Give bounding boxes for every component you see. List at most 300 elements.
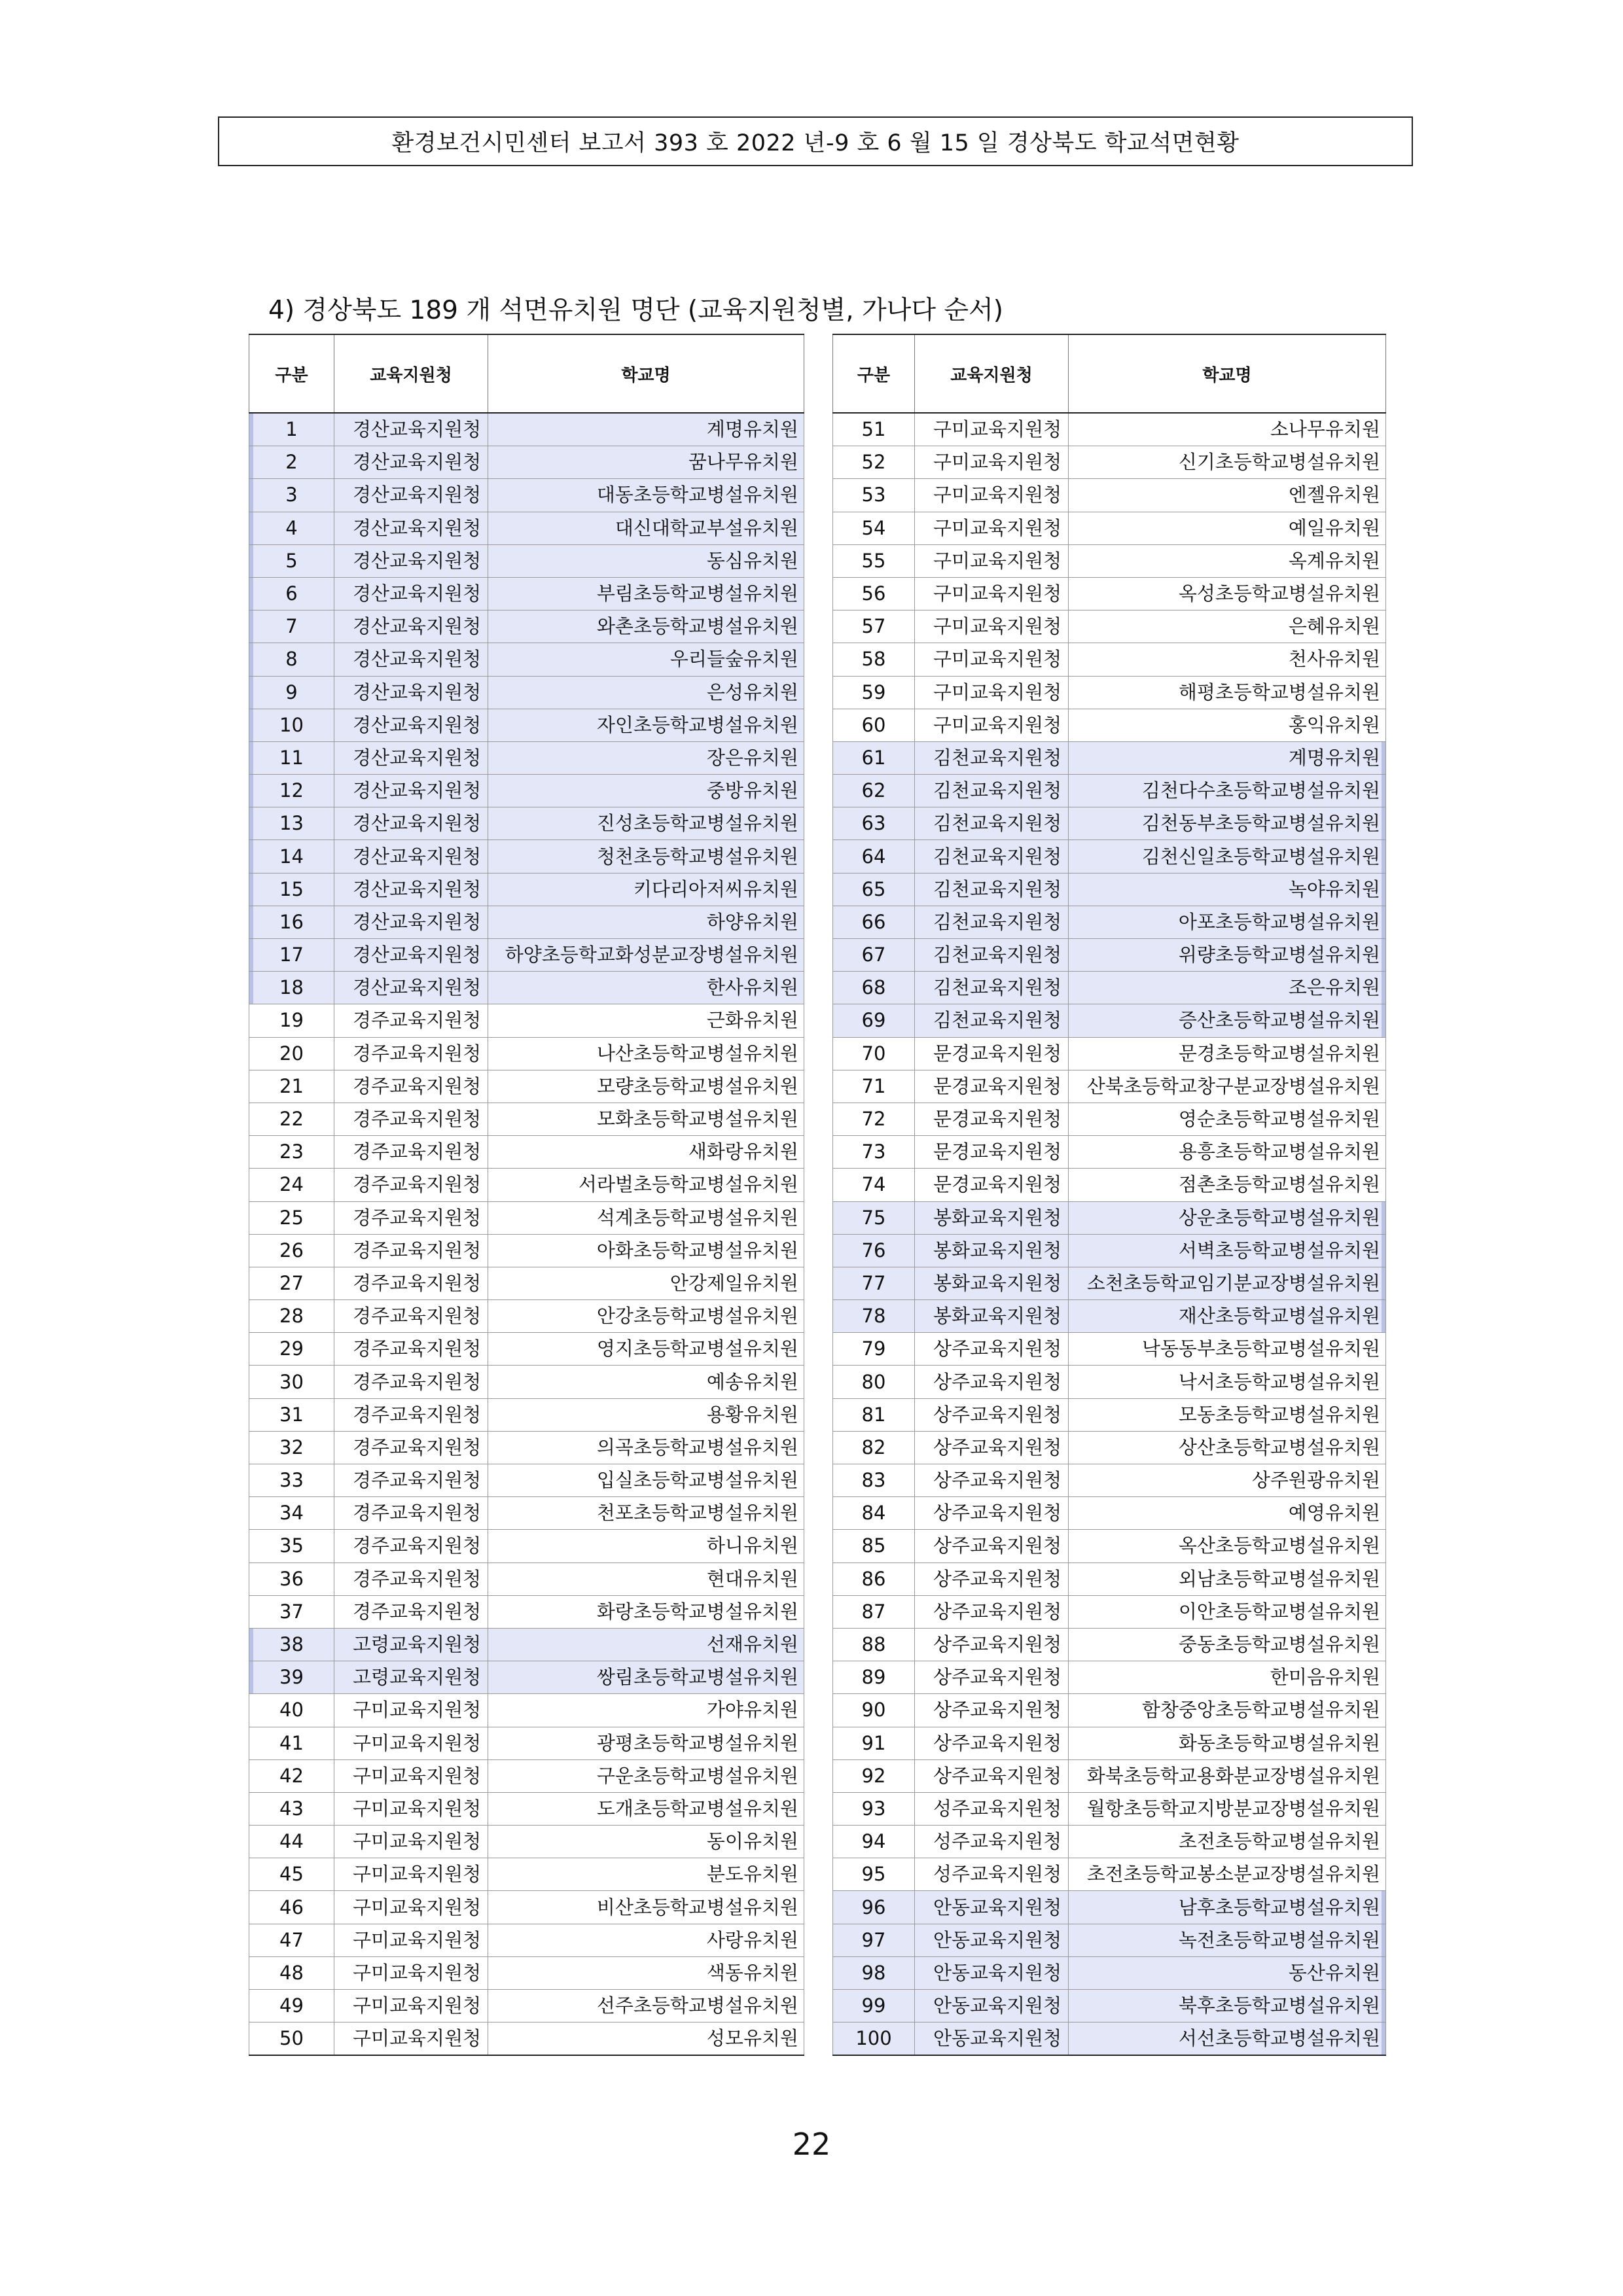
cell-school: 계명유치원 [488,413,804,446]
cell-number: 61 [833,741,915,774]
cell-number: 37 [249,1595,334,1628]
cell-school: 화북초등학교용화분교장병설유치원 [1069,1759,1386,1792]
cell-number: 56 [833,577,915,610]
cell-office: 경주교육지원청 [334,1004,488,1037]
table-row [833,1628,1386,1661]
table-row [833,1136,1386,1169]
table-header-row [833,334,1386,413]
table-row [249,1792,804,1825]
cell-number: 23 [249,1136,334,1169]
cell-office: 문경교육지원청 [915,1136,1069,1169]
table-row [249,906,804,938]
cell-office: 경주교육지원청 [334,1398,488,1431]
cell-school: 천포초등학교병설유치원 [488,1497,804,1530]
cell-school: 서라벌초등학교병설유치원 [488,1169,804,1201]
cell-school: 석계초등학교병설유치원 [488,1201,804,1234]
table-row [249,1431,804,1464]
cell-school: 서벽초등학교병설유치원 [1069,1234,1386,1267]
cell-office: 성주교육지원청 [915,1826,1069,1858]
cell-office: 구미교육지원청 [334,1924,488,1956]
column-header-no: 구분 [833,334,915,413]
cell-office: 봉화교육지원청 [915,1201,1069,1234]
table-row [833,1103,1386,1135]
table-row [833,906,1386,938]
cell-school: 동이유치원 [488,1826,804,1858]
cell-number: 3 [249,479,334,512]
cell-number: 21 [249,1070,334,1103]
cell-school: 동심유치원 [488,544,804,577]
cell-school: 와촌초등학교병설유치원 [488,610,804,643]
cell-office: 김천교육지원청 [915,840,1069,873]
cell-number: 44 [249,1826,334,1858]
cell-school: 초전초등학교봉소분교장병설유치원 [1069,1858,1386,1891]
section-title: 4) 경상북도 189 개 석면유치원 명단 (교육지원청별, 가나다 순서) [268,296,1003,325]
cell-number: 13 [249,807,334,840]
cell-number: 64 [833,840,915,873]
table-row [833,1267,1386,1299]
table-row [833,1891,1386,1924]
cell-office: 상주교육지원청 [915,1727,1069,1759]
cell-school: 서선초등학교병설유치원 [1069,2022,1386,2056]
cell-number: 63 [833,807,915,840]
cell-office: 경산교육지원청 [334,873,488,906]
table-row [249,1759,804,1792]
table-row [249,1004,804,1037]
table-row [249,446,804,479]
cell-office: 경산교육지원청 [334,544,488,577]
cell-office: 상주교육지원청 [915,1431,1069,1464]
cell-office: 구미교육지원청 [334,1858,488,1891]
table-row [833,1300,1386,1333]
table-row [833,446,1386,479]
cell-number: 80 [833,1366,915,1398]
cell-school: 상산초등학교병설유치원 [1069,1431,1386,1464]
table-row [249,413,804,446]
cell-school: 꿈나무유치원 [488,446,804,479]
cell-school: 모동초등학교병설유치원 [1069,1398,1386,1431]
cell-number: 14 [249,840,334,873]
cell-school: 사랑유치원 [488,1924,804,1956]
cell-number: 60 [833,709,915,741]
cell-office: 김천교육지원청 [915,972,1069,1004]
cell-number: 85 [833,1530,915,1563]
cell-office: 경산교육지원청 [334,577,488,610]
cell-school: 현대유치원 [488,1563,804,1595]
table-row [833,775,1386,807]
cell-office: 경주교육지원청 [334,1333,488,1366]
cell-number: 78 [833,1300,915,1333]
cell-number: 48 [249,1956,334,1989]
cell-school: 천사유치원 [1069,643,1386,676]
cell-number: 39 [249,1661,334,1694]
cell-number: 89 [833,1661,915,1694]
table-row [249,577,804,610]
column-header-school: 학교명 [488,334,804,413]
cell-school: 분도유치원 [488,1858,804,1891]
cell-number: 5 [249,544,334,577]
cell-office: 경주교육지원청 [334,1136,488,1169]
table-row [249,873,804,906]
cell-office: 구미교육지원청 [334,1956,488,1989]
table-row [833,972,1386,1004]
cell-school: 도개초등학교병설유치원 [488,1792,804,1825]
table-row [249,709,804,741]
table-row [833,643,1386,676]
cell-school: 남후초등학교병설유치원 [1069,1891,1386,1924]
cell-school: 초전초등학교병설유치원 [1069,1826,1386,1858]
cell-number: 94 [833,1826,915,1858]
table-row [249,1201,804,1234]
table-row [833,1169,1386,1201]
cell-number: 26 [249,1234,334,1267]
cell-office: 김천교육지원청 [915,939,1069,972]
cell-number: 72 [833,1103,915,1135]
cell-school: 옥계유치원 [1069,544,1386,577]
cell-office: 경산교육지원청 [334,972,488,1004]
table-row [833,544,1386,577]
table-row [249,1595,804,1628]
table-row [833,413,1386,446]
cell-school: 위량초등학교병설유치원 [1069,939,1386,972]
cell-office: 구미교육지원청 [334,1759,488,1792]
cell-number: 74 [833,1169,915,1201]
cell-school: 문경초등학교병설유치원 [1069,1037,1386,1070]
cell-office: 김천교육지원청 [915,906,1069,938]
cell-number: 73 [833,1136,915,1169]
table-row [833,1070,1386,1103]
kindergarten-table-left [249,334,804,2056]
cell-number: 25 [249,1201,334,1234]
table-row [833,2022,1386,2056]
cell-office: 경주교육지원청 [334,1300,488,1333]
table-row [249,1727,804,1759]
cell-school: 김천동부초등학교병설유치원 [1069,807,1386,840]
cell-number: 45 [249,1858,334,1891]
cell-office: 경주교육지원청 [334,1563,488,1595]
cell-office: 경산교육지원청 [334,446,488,479]
cell-office: 경산교육지원청 [334,610,488,643]
cell-school: 이안초등학교병설유치원 [1069,1595,1386,1628]
cell-school: 증산초등학교병설유치원 [1069,1004,1386,1037]
cell-office: 구미교육지원청 [915,610,1069,643]
report-header-text: 환경보건시민센터 보고서 393 호 2022 년-9 호 6 월 15 일 경상북도 학교석면현황 [391,130,1240,156]
table-row [249,1661,804,1694]
table-row [833,1595,1386,1628]
cell-school: 새화랑유치원 [488,1136,804,1169]
cell-office: 상주교육지원청 [915,1595,1069,1628]
cell-number: 24 [249,1169,334,1201]
cell-school: 키다리아저씨유치원 [488,873,804,906]
cell-number: 62 [833,775,915,807]
cell-number: 96 [833,1891,915,1924]
cell-school: 낙동동부초등학교병설유치원 [1069,1333,1386,1366]
cell-office: 경산교육지원청 [334,413,488,446]
cell-office: 상주교육지원청 [915,1333,1069,1366]
cell-office: 문경교육지원청 [915,1037,1069,1070]
cell-number: 18 [249,972,334,1004]
table-header-row [249,334,804,413]
cell-school: 북후초등학교병설유치원 [1069,1990,1386,2022]
cell-office: 경주교육지원청 [334,1070,488,1103]
cell-office: 경산교육지원청 [334,906,488,938]
column-header-no: 구분 [249,334,334,413]
table-row [833,1497,1386,1530]
cell-office: 문경교육지원청 [915,1169,1069,1201]
cell-office: 상주교육지원청 [915,1694,1069,1727]
cell-number: 10 [249,709,334,741]
cell-school: 안강제일유치원 [488,1267,804,1299]
table-row [249,1300,804,1333]
table-row [249,1924,804,1956]
cell-number: 33 [249,1464,334,1497]
table-row [249,1628,804,1661]
cell-school: 비산초등학교병설유치원 [488,1891,804,1924]
table-row [249,1497,804,1530]
cell-office: 구미교육지원청 [334,2022,488,2056]
cell-office: 상주교육지원청 [915,1464,1069,1497]
cell-school: 김천다수초등학교병설유치원 [1069,775,1386,807]
cell-school: 청천초등학교병설유치원 [488,840,804,873]
cell-school: 녹전초등학교병설유치원 [1069,1924,1386,1956]
cell-school: 근화유치원 [488,1004,804,1037]
table-row [249,741,804,774]
cell-office: 안동교육지원청 [915,1891,1069,1924]
cell-school: 예일유치원 [1069,512,1386,544]
table-row [833,577,1386,610]
cell-office: 구미교육지원청 [915,446,1069,479]
table-row [833,1333,1386,1366]
cell-school: 조은유치원 [1069,972,1386,1004]
table-body-right [833,413,1386,2055]
cell-office: 구미교육지원청 [915,512,1069,544]
cell-office: 안동교육지원청 [915,1924,1069,1956]
table-row [249,1956,804,1989]
table-row [833,1004,1386,1037]
cell-office: 구미교육지원청 [915,676,1069,709]
cell-number: 100 [833,2022,915,2056]
cell-number: 66 [833,906,915,938]
cell-number: 79 [833,1333,915,1366]
table-row [249,676,804,709]
table-row [833,1727,1386,1759]
cell-school: 옥성초등학교병설유치원 [1069,577,1386,610]
cell-office: 김천교육지원청 [915,741,1069,774]
table-row [249,840,804,873]
cell-number: 68 [833,972,915,1004]
cell-office: 상주교육지원청 [915,1497,1069,1530]
cell-school: 외남초등학교병설유치원 [1069,1563,1386,1595]
cell-number: 2 [249,446,334,479]
table-row [833,1234,1386,1267]
cell-office: 경산교육지원청 [334,807,488,840]
cell-number: 1 [249,413,334,446]
cell-number: 99 [833,1990,915,2022]
cell-school: 쌍림초등학교병설유치원 [488,1661,804,1694]
table-row [249,1530,804,1563]
table-row [249,2022,804,2056]
cell-office: 상주교육지원청 [915,1563,1069,1595]
cell-school: 진성초등학교병설유치원 [488,807,804,840]
table-row [249,972,804,1004]
cell-number: 4 [249,512,334,544]
cell-office: 구미교육지원청 [334,1727,488,1759]
cell-number: 29 [249,1333,334,1366]
cell-number: 12 [249,775,334,807]
cell-school: 안강초등학교병설유치원 [488,1300,804,1333]
cell-school: 하양유치원 [488,906,804,938]
cell-office: 상주교육지원청 [915,1628,1069,1661]
cell-number: 93 [833,1792,915,1825]
cell-office: 김천교육지원청 [915,807,1069,840]
cell-office: 경주교육지원청 [334,1431,488,1464]
cell-school: 대동초등학교병설유치원 [488,479,804,512]
cell-office: 경주교육지원청 [334,1464,488,1497]
cell-office: 상주교육지원청 [915,1366,1069,1398]
cell-number: 32 [249,1431,334,1464]
cell-number: 82 [833,1431,915,1464]
table-row [833,840,1386,873]
cell-number: 34 [249,1497,334,1530]
cell-office: 문경교육지원청 [915,1103,1069,1135]
cell-office: 경주교육지원청 [334,1103,488,1135]
cell-school: 신기초등학교병설유치원 [1069,446,1386,479]
cell-school: 상운초등학교병설유치원 [1069,1201,1386,1234]
table-row [833,741,1386,774]
cell-school: 소천초등학교임기분교장병설유치원 [1069,1267,1386,1299]
table-row [249,1234,804,1267]
cell-office: 구미교육지원청 [334,1826,488,1858]
cell-number: 36 [249,1563,334,1595]
cell-number: 41 [249,1727,334,1759]
table-row [833,512,1386,544]
table-row [833,1759,1386,1792]
table-body-left [249,413,804,2055]
cell-school: 한사유치원 [488,972,804,1004]
table-row [249,1563,804,1595]
cell-number: 69 [833,1004,915,1037]
cell-number: 67 [833,939,915,972]
cell-office: 성주교육지원청 [915,1792,1069,1825]
cell-school: 동산유치원 [1069,1956,1386,1989]
cell-office: 경산교육지원청 [334,709,488,741]
cell-office: 경주교육지원청 [334,1169,488,1201]
cell-office: 문경교육지원청 [915,1070,1069,1103]
table-row [833,1826,1386,1858]
cell-school: 옥산초등학교병설유치원 [1069,1530,1386,1563]
cell-office: 김천교육지원청 [915,873,1069,906]
cell-school: 용황유치원 [488,1398,804,1431]
cell-school: 우리들숲유치원 [488,643,804,676]
cell-school: 대신대학교부설유치원 [488,512,804,544]
cell-number: 30 [249,1366,334,1398]
cell-number: 54 [833,512,915,544]
table-row [833,1990,1386,2022]
table-row [249,1826,804,1858]
cell-office: 경산교육지원청 [334,643,488,676]
cell-school: 용흥초등학교병설유치원 [1069,1136,1386,1169]
cell-school: 산북초등학교창구분교장병설유치원 [1069,1070,1386,1103]
cell-number: 71 [833,1070,915,1103]
cell-office: 경산교육지원청 [334,840,488,873]
table-row [833,1398,1386,1431]
cell-school: 색동유치원 [488,1956,804,1989]
table-row [249,939,804,972]
table-row [249,1169,804,1201]
cell-school: 광평초등학교병설유치원 [488,1727,804,1759]
table-row [249,610,804,643]
cell-school: 선주초등학교병설유치원 [488,1990,804,2022]
cell-office: 경산교육지원청 [334,741,488,774]
cell-office: 김천교육지원청 [915,775,1069,807]
cell-office: 경산교육지원청 [334,775,488,807]
table-row [833,1464,1386,1497]
table-row [249,1891,804,1924]
cell-office: 상주교육지원청 [915,1661,1069,1694]
cell-office: 경주교육지원청 [334,1366,488,1398]
cell-number: 95 [833,1858,915,1891]
cell-office: 김천교육지원청 [915,1004,1069,1037]
cell-school: 하양초등학교화성분교장병설유치원 [488,939,804,972]
cell-number: 59 [833,676,915,709]
table-row [249,1366,804,1398]
cell-office: 구미교육지원청 [915,479,1069,512]
cell-school: 자인초등학교병설유치원 [488,709,804,741]
column-header-office: 교육지원청 [915,334,1069,413]
table-row [833,807,1386,840]
cell-school: 구운초등학교병설유치원 [488,1759,804,1792]
cell-school: 월항초등학교지방분교장병설유치원 [1069,1792,1386,1825]
cell-school: 화동초등학교병설유치원 [1069,1727,1386,1759]
cell-number: 84 [833,1497,915,1530]
table-row [249,1694,804,1727]
table-row [249,1103,804,1135]
cell-number: 55 [833,544,915,577]
column-header-school: 학교명 [1069,334,1386,413]
cell-office: 구미교육지원청 [334,1694,488,1727]
cell-number: 77 [833,1267,915,1299]
cell-office: 봉화교육지원청 [915,1234,1069,1267]
cell-school: 상주원광유치원 [1069,1464,1386,1497]
cell-office: 경주교육지원청 [334,1234,488,1267]
cell-number: 9 [249,676,334,709]
cell-number: 81 [833,1398,915,1431]
cell-school: 아화초등학교병설유치원 [488,1234,804,1267]
cell-school: 예영유치원 [1069,1497,1386,1530]
cell-number: 52 [833,446,915,479]
table-row [249,1070,804,1103]
cell-office: 경산교육지원청 [334,479,488,512]
cell-office: 구미교육지원청 [915,544,1069,577]
cell-school: 가야유치원 [488,1694,804,1727]
cell-number: 90 [833,1694,915,1727]
cell-number: 98 [833,1956,915,1989]
cell-school: 하니유치원 [488,1530,804,1563]
cell-office: 상주교육지원청 [915,1398,1069,1431]
cell-number: 58 [833,643,915,676]
cell-school: 화랑초등학교병설유치원 [488,1595,804,1628]
table-row [249,807,804,840]
cell-office: 구미교육지원청 [915,709,1069,741]
cell-school: 엔젤유치원 [1069,479,1386,512]
cell-number: 17 [249,939,334,972]
cell-school: 녹야유치원 [1069,873,1386,906]
cell-number: 38 [249,1628,334,1661]
cell-number: 76 [833,1234,915,1267]
cell-school: 은성유치원 [488,676,804,709]
cell-number: 27 [249,1267,334,1299]
cell-school: 소나무유치원 [1069,413,1386,446]
table-row [833,1201,1386,1234]
